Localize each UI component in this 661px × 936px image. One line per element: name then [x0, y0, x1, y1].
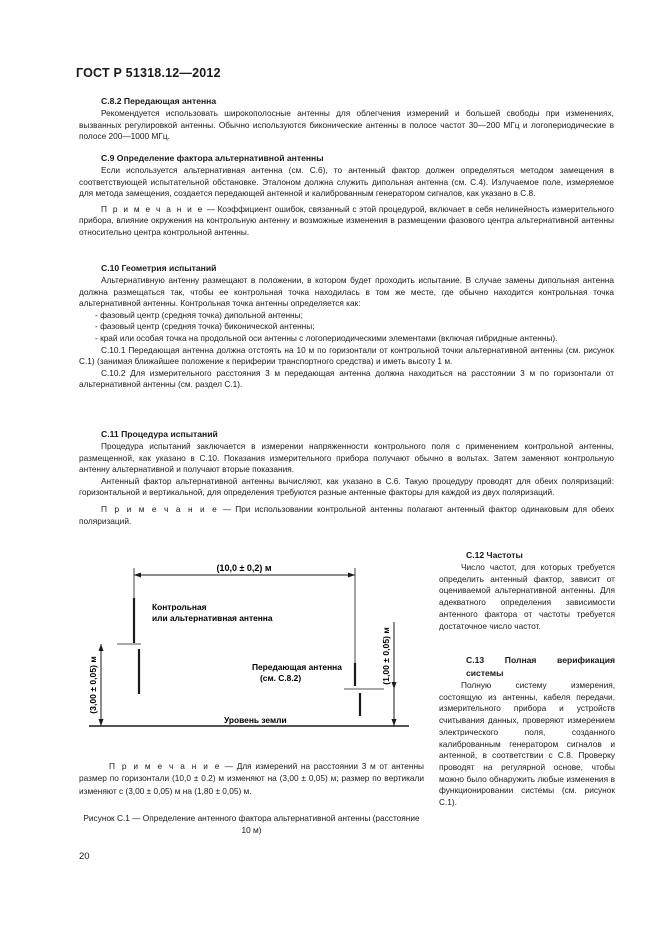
section-heading: С.11 Процедура испытаний: [101, 429, 218, 439]
note-label: П р и м е ч а н и е: [101, 203, 204, 214]
note-text: — Коэффициент ошибок, связанный с этой процедурой, включает в себя нелинейность измерительного прибора, влияние окружения на контрольную антенну и возможные изменения в размещении фазового центра альтернативной антенны относительно центра контрольной антенны.: [79, 203, 614, 237]
note-label: П р и м е ч а н и е: [109, 761, 222, 771]
section-heading: С.9 Определение фактора альтернативной антенны: [101, 153, 324, 163]
section-c13: [439, 654, 615, 809]
section-c8-2: [79, 95, 614, 143]
dimension-top-label: (10,0 ± 0,2) м: [216, 563, 272, 573]
note-label: П р и м е ч а н и е: [101, 503, 219, 514]
paragraph: С.10.1 Передающая антенна должна отстоять на 10 м по горизонтали от контрольной точки альтернативной антенны (см. рисунок С.1) (занимая ближайшее положение к периферии транспортного средства) и иметь высоту 1 м.: [79, 344, 614, 367]
list-item: - край или особая точка на продольной оси антенны с логопериодическими элементами (включая гибридные антенны).: [95, 332, 558, 343]
paragraph: Если используется альтернативная антенна (см. С.6), то антенный фактор должен определяться методом замещения в соответствующей испытательной обстановке. Эталоном должна служить дипольная антенна (см. С.4). Излучаемое поле, измеряемое для метода замещения, создается передающей антенной и калиброванным генератором сигналов, как указано в С.8.: [79, 165, 614, 199]
ground-label: Уровень земли: [224, 715, 287, 725]
figure-caption: Рисунок С.1 — Определение антенного фактора альтернативной антенны (расстояние 10 м): [83, 813, 420, 835]
arrow-head-icon: [134, 573, 141, 578]
paragraph: Альтернативную антенну размещают в положении, в котором будет проходить испытание. В случае замены дипольная антенна должна размещаться так, чтобы ее контрольная точка находилась в том же месте, где обычно находится контрольная точка альтернативной антенны. Контрольная точка антенны определяется как:: [79, 275, 614, 309]
note: [79, 504, 614, 527]
right-antenna-label-1: Передающая антенна: [252, 662, 342, 672]
note: [79, 204, 614, 239]
document-header: ГОСТ Р 51318.12—2012: [76, 66, 221, 80]
section-heading: С.8.2 Передающая антенна: [101, 96, 217, 106]
paragraph: Число частот, для которых требуется определить антенный фактор, зависит от оцениваемой альтернативной антенны. Для адекватного определения зависимости антенного фактора от частоты требуется достаточное число частот.: [439, 562, 615, 631]
note-text: — Для измерений на расстоянии 3 м от антенны размер по горизонтали (10,0 ± 0.2) м изменяют на (3,00 ± 0,05) м; размер по вертикали изменяют с (3,00 ± 0,05) м на (1,80 ± 0,05) м.: [79, 761, 424, 796]
section-heading: С.10 Геометрия испытаний: [101, 263, 217, 273]
dimension-left-label: (3,00 ± 0,05) м: [88, 656, 98, 714]
section-c9: [79, 152, 614, 239]
list-item: - фазовый центр (средняя точка) биконической антенны;: [95, 321, 315, 332]
arrow-head-icon: [392, 682, 397, 689]
section-heading: С.13 Полная верификация системы: [466, 655, 615, 678]
note: [79, 760, 424, 797]
right-antenna-label-2: (см. С.8.2): [260, 673, 302, 683]
arrow-head-icon: [392, 719, 397, 726]
left-antenna-label-2: или альтернативная антенна: [152, 613, 273, 623]
arrow-head-icon: [348, 573, 355, 578]
paragraph: Рекомендуется использовать широкополосные антенны для облегчения измерений и большей свободы при изменениях, вызванных регулировкой антенны. Обычно используются биконические антенны в полосе частот 30—200 МГц и логопериодические в полосе 200—1000 МГц.: [79, 108, 614, 142]
left-antenna-label-1: Контрольная: [152, 602, 207, 612]
paragraph: Антенный фактор альтернативной антенны вычисляют, как указано в С.6. Такую процедуру проводят для обеих поляризаций: горизонтальной и вертикальной, для определения требуются разные антенные факторы для каждой из двух поляризаций.: [79, 475, 614, 498]
arrow-head-icon: [99, 644, 104, 651]
section-c11: [79, 428, 614, 527]
figure-c1-diagram: [79, 558, 424, 743]
arrow-head-icon: [99, 719, 104, 726]
dimension-right-label: (1,00 ± 0,05) м: [381, 627, 391, 685]
section-c10: [79, 262, 614, 391]
figure-note: [79, 760, 424, 797]
section-heading: С.12 Частоты: [466, 550, 523, 560]
section-c12: [439, 549, 615, 632]
paragraph: Полную систему измерения, состоящую из антенны, кабеля передачи, измерительного прибора и устройств считывания данных, проверяют измерением электрического поля, созданного калиброванным генератором сигналов и антенной, в соответствии с С.8. Проверку проводят на регулярной основе, чтобы можно было обнаружить любые изменения в функционировании системы (см. рисунок С.1).: [439, 680, 615, 808]
page-number: 20: [79, 851, 90, 862]
paragraph: С.10.2 Для измерительного расстояния 3 м передающая антенна должна находиться на расстоянии 3 м по горизонтали от альтернативной антенны (см. раздел С.1).: [79, 367, 614, 390]
list-item: - фазовый центр (средняя точка) дипольной антенны;: [95, 309, 303, 320]
note-text: — При использовании контрольной антенны полагают антенный фактор одинаковым для обеих поляризаций.: [79, 503, 614, 526]
paragraph: Процедура испытаний заключается в измерении напряженности контрольного поля с применением контрольной антенны, размещенной, как указано в С.10. Показания измерительного прибора получают обычно в вольтах. Затем заменяют контрольную антенну альтернативной и получают вторые показания.: [79, 441, 614, 475]
